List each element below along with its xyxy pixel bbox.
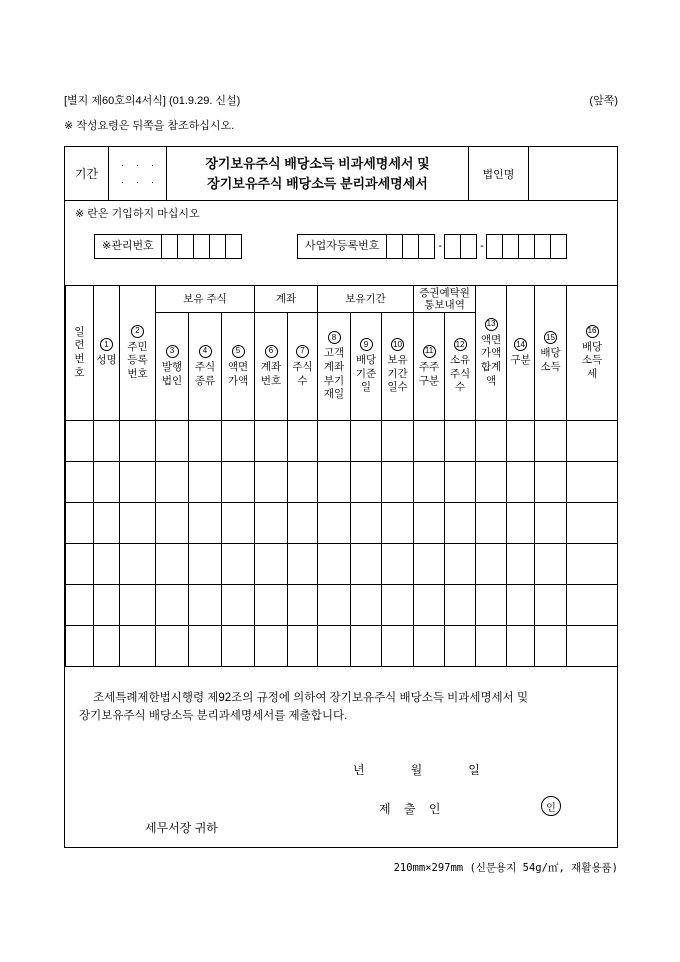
form-content [64,92,618,875]
table-cell[interactable] [476,421,507,462]
table-row [66,626,618,667]
table-cell[interactable] [445,626,476,667]
table-cell[interactable] [94,462,120,503]
table-cell[interactable] [476,585,507,626]
meta-row [64,92,618,108]
table-cell[interactable] [414,585,445,626]
biz-no-cell[interactable] [444,234,461,259]
circled-number: 13 [485,318,498,331]
table-cell[interactable] [414,421,445,462]
day-label: 일 [468,763,480,778]
table-cell[interactable] [414,503,445,544]
biz-no-cell[interactable] [502,234,519,259]
col-label: 구분 [510,354,531,367]
col-header-shareholder-type [414,313,445,421]
table-cell[interactable] [94,421,120,462]
period-label: 기간 [74,167,99,181]
table-cell[interactable] [255,462,288,503]
table-cell[interactable] [445,544,476,585]
table-cell[interactable] [507,421,535,462]
table-cell[interactable] [351,462,382,503]
table-cell[interactable] [156,585,189,626]
group-header-holding-period: 보유기간 [318,286,414,313]
table-cell[interactable] [318,544,351,585]
col-label: 소유주식수 [449,354,471,394]
circled-number: 9 [360,338,373,351]
period-date-line-1[interactable]: · · · [120,159,155,171]
circled-number: 1 [100,338,113,351]
table-row [66,462,618,503]
table-cell[interactable] [351,626,382,667]
corp-name-label: 법인명 [482,168,515,181]
form-title-line-1: 장기보유주식 배당소득 비과세명세서 및 [205,156,430,171]
table-cell[interactable] [189,626,222,667]
circled-number: 8 [328,331,341,344]
table-cell[interactable] [156,544,189,585]
table-cell[interactable] [351,585,382,626]
circled-number: 12 [454,338,467,351]
declaration-line-1: 조세특례제한법시행령 제92조의 규정에 의하여 장기보유주식 배당소득 비과세명세서 및 [93,692,529,705]
table-cell[interactable] [535,503,567,544]
table-cell[interactable] [351,544,382,585]
table-cell[interactable] [222,462,255,503]
form-box [64,146,618,848]
table-cell[interactable] [535,585,567,626]
table-cell[interactable] [66,421,94,462]
table-cell[interactable] [351,503,382,544]
table-cell[interactable] [66,462,94,503]
col-header-entry-date [318,313,351,421]
circled-number: 10 [391,338,404,351]
table-body [66,421,618,667]
circled-number: 5 [232,345,245,358]
paper-spec: 210mm×297mm (신문용지 54g/㎡, 재활용품) [393,862,618,875]
col-header-dividend-record-date [351,313,382,421]
table-cell[interactable] [66,585,94,626]
table-cell[interactable] [120,462,156,503]
circled-number: 3 [166,345,179,358]
table-head [66,286,618,421]
table-cell[interactable] [222,585,255,626]
table-cell[interactable] [567,626,618,667]
table-cell[interactable] [476,462,507,503]
table-cell[interactable] [445,421,476,462]
col-label: 액면가액 [227,360,249,387]
fill-note: ※ 란은 기입하지 마십시오 [75,208,200,220]
biz-no-cell[interactable] [386,234,403,259]
table-cell[interactable] [156,626,189,667]
table-cell[interactable] [476,544,507,585]
col-header-dividend-income [535,286,567,421]
table-cell[interactable] [156,421,189,462]
col-header-resident-no [120,286,156,421]
table-cell[interactable] [94,585,120,626]
col-header-name [94,286,120,421]
col-header-owned-shares [445,313,476,421]
month-label: 월 [410,763,423,778]
biz-no-cell[interactable] [550,234,567,259]
table-cell[interactable] [567,544,618,585]
col-header-serial [66,286,94,421]
circled-number: 4 [199,345,212,358]
table-cell[interactable] [414,626,445,667]
table-cell[interactable] [535,462,567,503]
biz-no-dash: - [438,240,443,252]
mgmt-no-cell[interactable] [193,234,210,259]
col-header-share-count [288,313,318,421]
table-cell[interactable] [288,585,318,626]
period-label-cell [65,147,109,200]
col-header-dividend-tax [567,286,618,421]
group-header-depository: 증권예탁원통보내역 [414,286,476,313]
form-head-row [65,147,617,201]
table-cell[interactable] [120,544,156,585]
table-cell[interactable] [318,421,351,462]
table-cell[interactable] [255,585,288,626]
table-cell[interactable] [507,544,535,585]
date-line [353,761,480,778]
col-label: 주식수 [292,360,313,387]
table-cell[interactable] [414,544,445,585]
col-label: 일련번호 [74,325,85,379]
col-label: 주주구분 [418,360,440,387]
col-header-stock-type [189,313,222,421]
table-cell[interactable] [476,626,507,667]
table-cell[interactable] [156,462,189,503]
table-cell[interactable] [120,421,156,462]
period-date-line-2[interactable]: · · · [120,176,155,188]
biz-no-group [297,234,567,259]
table-cell[interactable] [189,544,222,585]
table-cell[interactable] [288,544,318,585]
table-cell[interactable] [567,503,618,544]
table-cell[interactable] [318,503,351,544]
mgmt-no-group [94,234,242,259]
col-label: 계좌번호 [260,360,282,387]
mgmt-no-cell[interactable] [161,234,178,259]
col-label: 발행법인 [161,360,183,387]
page-side-label: (앞쪽) [589,95,618,107]
table-cell[interactable] [445,503,476,544]
table-cell[interactable] [351,421,382,462]
biz-no-label: 사업자등록번호 [297,234,387,259]
declaration-area [65,667,617,847]
circled-number: 6 [265,345,278,358]
group-header-held-stock: 보유 주식 [156,286,255,313]
circled-number: 2 [131,325,144,338]
table-cell[interactable] [255,626,288,667]
col-label: 주민등록번호 [127,340,148,380]
col-header-face-value [222,313,255,421]
submitter-label: 제 출 인 [379,802,446,817]
table-cell[interactable] [255,544,288,585]
col-label: 보유기간일수 [387,354,408,394]
table-cell[interactable] [567,585,618,626]
table-cell[interactable] [66,503,94,544]
col-label: 배당소득세 [581,340,603,380]
biz-no-cell[interactable] [486,234,503,259]
circled-number: 14 [514,338,527,351]
table-header-group-row [66,286,618,313]
table-cell[interactable] [66,544,94,585]
mgmt-no-label: ※관리번호 [94,234,162,259]
table-cell[interactable] [120,585,156,626]
table-cell[interactable] [222,626,255,667]
table-cell[interactable] [445,462,476,503]
table-cell[interactable] [414,462,445,503]
table-cell[interactable] [288,626,318,667]
table-cell[interactable] [382,503,414,544]
circled-number: 11 [423,345,436,358]
table-cell[interactable] [507,626,535,667]
table-cell[interactable] [288,462,318,503]
col-label: 고객계좌부기재일 [323,347,345,401]
mgmt-no-cell[interactable] [209,234,226,259]
biz-no-cell[interactable] [402,234,419,259]
table-cell[interactable] [94,544,120,585]
table-cell[interactable] [535,544,567,585]
table-row [66,544,618,585]
col-label: 주식종류 [194,360,216,387]
table-cell[interactable] [94,503,120,544]
table-cell[interactable] [507,585,535,626]
biz-no-cell[interactable] [518,234,535,259]
period-dates-cell[interactable] [109,147,167,200]
col-label: 액면가액합계액 [480,333,502,387]
table-cell[interactable] [189,585,222,626]
table-cell[interactable] [189,421,222,462]
form-id: [별지 제60호의4서식] (01.9.29. 신설) [64,95,241,107]
table-cell[interactable] [120,503,156,544]
biz-no-cell[interactable] [534,234,551,259]
table-cell[interactable] [445,585,476,626]
table-cell[interactable] [567,421,618,462]
reference-note: ※ 작성요령은 뒤쪽을 참조하십시오. [64,120,235,132]
circled-number: 15 [544,331,557,344]
table-row [66,585,618,626]
col-label: 배당기준일 [355,354,377,394]
circled-number: 16 [586,325,599,338]
table-cell[interactable] [222,503,255,544]
table-cell[interactable] [318,585,351,626]
group-header-account: 계좌 [255,286,318,313]
recipient-label: 세무서장 귀하 [145,821,218,836]
table-cell[interactable] [476,503,507,544]
table-cell[interactable] [66,626,94,667]
table-cell[interactable] [382,421,414,462]
circled-number: 7 [296,345,309,358]
table-cell[interactable] [535,626,567,667]
table-cell[interactable] [255,503,288,544]
table-cell[interactable] [94,626,120,667]
year-label: 년 [353,763,365,778]
table-cell[interactable] [382,626,414,667]
biz-no-dash: - [480,240,484,252]
corp-name-label-cell [469,147,529,200]
table-cell[interactable] [382,462,414,503]
table-cell[interactable] [288,503,318,544]
table-cell[interactable] [318,462,351,503]
number-band [65,227,617,285]
form-title-cell [167,147,469,200]
col-header-holding-days [382,313,414,421]
col-label: 성명 [96,354,117,367]
table-cell[interactable] [567,462,618,503]
table-cell[interactable] [382,544,414,585]
table-cell[interactable] [222,544,255,585]
col-header-issuing-corp [156,313,189,421]
table-cell[interactable] [535,421,567,462]
table-cell[interactable] [288,421,318,462]
table-cell[interactable] [189,503,222,544]
biz-no-cell[interactable] [460,234,477,259]
table-cell[interactable] [120,626,156,667]
biz-no-cell[interactable] [418,234,435,259]
table-row [66,421,618,462]
table-cell[interactable] [507,462,535,503]
table-cell[interactable] [156,503,189,544]
form-title-line-2: 장기보유주식 배당소득 분리과세명세서 [207,175,428,191]
table-row [66,503,618,544]
table-cell[interactable] [382,585,414,626]
table-cell[interactable] [255,421,288,462]
seal-mark: 인 [541,796,561,816]
col-header-face-value-total [476,286,507,421]
declaration-line-2: 장기보유주식 배당소득 분리과세명세서를 제출합니다. [79,710,348,723]
col-header-account-no [255,313,288,421]
table-cell[interactable] [318,626,351,667]
table-cell[interactable] [507,503,535,544]
detail-table [65,285,618,667]
table-cell[interactable] [189,462,222,503]
mgmt-no-cell[interactable] [177,234,194,259]
col-header-category [507,286,535,421]
col-label: 배당소득 [540,347,561,374]
table-cell[interactable] [222,421,255,462]
mgmt-no-cell[interactable] [225,234,242,259]
corp-name-value-cell[interactable] [529,147,617,200]
